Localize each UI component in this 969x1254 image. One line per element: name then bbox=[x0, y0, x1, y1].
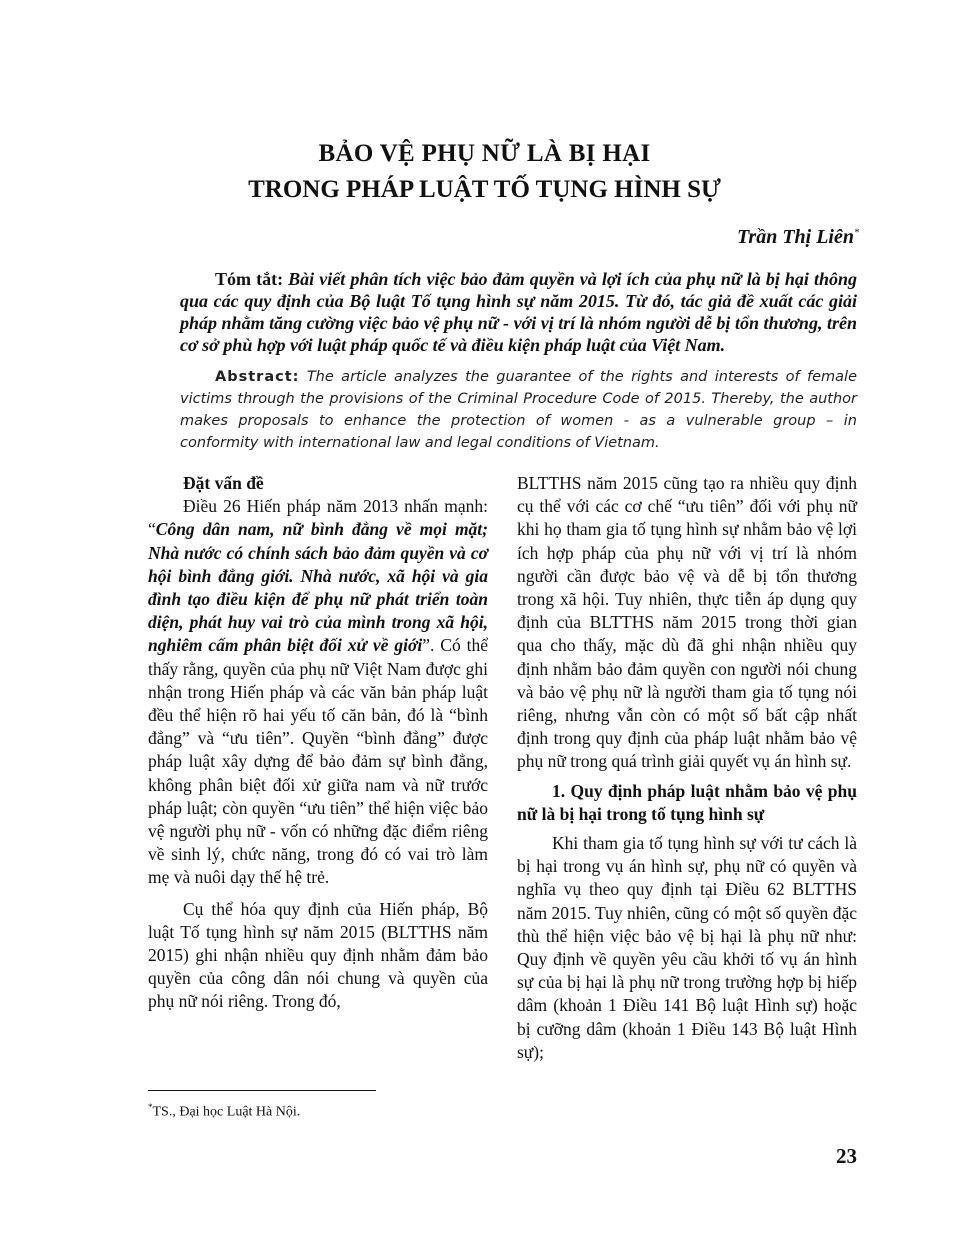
footnote-mark: * bbox=[148, 1102, 153, 1112]
summary-en-text: The article analyzes the guarantee of the rights and interests of female victims through the provisions of the Criminal Procedure Code of 2015. Thereby, the author makes proposals to enhance the protection of women - as a vulnerable group – in conformity with international law and legal conditions of Vietnam. bbox=[180, 369, 857, 451]
paragraph-1 bbox=[148, 495, 488, 889]
paragraph-1-lead: Điều 26 Hiến pháp năm 2013 nhấn mạnh: “ bbox=[148, 496, 488, 540]
footnote-divider bbox=[148, 1090, 376, 1091]
article-title-line2 bbox=[0, 176, 969, 204]
summary-vietnamese bbox=[180, 268, 857, 356]
author-footnote-mark: * bbox=[854, 227, 859, 239]
article-title-line1: BẢO VỆ PHỤ NỮ LÀ BỊ HẠI bbox=[318, 140, 651, 167]
title-line2-bold: PHÁP LUẬT TỐ TỤNG HÌNH SỰ bbox=[346, 176, 721, 203]
paragraph-4: Khi tham gia tố tụng hình sự với tư cách là bị hại trong vụ án hình sự, phụ nữ có quyền và nghĩa vụ theo quy định tại Điều 62 BLTTHS năm 2015. Tuy nhiên, cũng có một số quyền đặc thù thể hiện việc bảo vệ bị hại là phụ nữ như: Quy định về quyền yêu cầu khởi tố vụ án hình sự của bị hại là phụ nữ trong trường hợp bị hiếp dâm (khoản 1 Điều 141 Bộ luật Hình sự) hoặc bị cưỡng dâm (khoản 1 Điều 143 Bộ luật Hình sự); bbox=[517, 833, 857, 1062]
title-line2-prefix: TRONG bbox=[248, 176, 340, 203]
section-heading-intro: Đặt vấn đề bbox=[183, 473, 264, 493]
body-column-right bbox=[517, 472, 857, 1064]
summary-en-label: Abstract: bbox=[215, 369, 300, 385]
paragraph-1-rest: ”. Có thể thấy rằng, quyền của phụ nữ Việt Nam được ghi nhận trong Hiến pháp và các văn bản pháp luật đều thể hiện rõ hai yếu tố căn bản, đó là “bình đẳng” và “ưu tiên”. Quyền “bình đẳng” được pháp luật xây dựng để bảo đảm sự bình đẳng, không phân biệt đối xử giữa nam và nữ trước pháp luật; còn quyền “ưu tiên” thể hiện việc bảo vệ người phụ nữ - vốn có những đặc điểm riêng về sinh lý, chức năng, trong đó có vai trò làm mẹ và nuôi dạy thế hệ trẻ. bbox=[148, 635, 488, 888]
summary-vi-text: Bài viết phân tích việc bảo đảm quyền và lợi ích của phụ nữ là bị hại thông qua các quy định của Bộ luật Tố tụng hình sự năm 2015. Từ đó, tác giả đề xuất các giải pháp nhằm tăng cường việc bảo vệ phụ nữ - với vị trí là nhóm người dễ bị tổn thương, trên cơ sở phù hợp với luật pháp quốc tế và điều kiện pháp luật của Việt Nam. bbox=[180, 269, 858, 355]
section-heading-1: 1. Quy định pháp luật nhằm bảo vệ phụ nữ là bị hại trong tố tụng hình sự bbox=[517, 780, 857, 824]
paragraph-3: BLTTHS năm 2015 cũng tạo ra nhiều quy định cụ thể với các cơ chế “ưu tiên” đối với phụ nữ khi họ tham gia tố tụng hình sự nhằm bảo vệ lợi ích hợp pháp của phụ nữ với vị trí là nhóm người cần được bảo vệ và dễ bị tổn thương trong xã hội. Tuy nhiên, thực tiễn áp dụng quy định của BLTTHS năm 2015 trong thời gian qua cho thấy, mặc dù đã ghi nhận nhiều quy định nhằm bảo đảm quyền con người nói chung và bảo vệ phụ nữ là người tham gia tố tụng nói riêng, nhưng vẫn còn có một số bất cập nhất định trong quy định của pháp luật nhằm bảo vệ phụ nữ trong quá trình giải quyết vụ án hình sự. bbox=[517, 473, 857, 772]
author-name: Trần Thị Liên bbox=[736, 226, 854, 248]
author bbox=[737, 226, 859, 249]
constitution-quote: Công dân nam, nữ bình đẳng về mọi mặt; Nhà nước có chính sách bảo đảm quyền và cơ hội bình đẳng giới. Nhà nước, xã hội và gia đình tạo điều kiện để phụ nữ phát triển toàn diện, phát huy vai trò của mình trong xã hội, nghiêm cấm phân biệt đối xử về giới bbox=[148, 519, 488, 656]
summary-vi-label: Tóm tắt: bbox=[215, 269, 284, 289]
footnote-prefix: TS., bbox=[152, 1104, 180, 1120]
footnote bbox=[148, 1102, 300, 1121]
body-column-left bbox=[148, 472, 488, 1014]
summary-english bbox=[180, 366, 857, 454]
paragraph-2: Cụ thể hóa quy định của Hiến pháp, Bộ luật Tố tụng hình sự năm 2015 (BLTTHS năm 2015) ghi nhận nhiều quy định nhằm đảm bảo quyền của công dân nói chung và quyền của phụ nữ nói riêng. Trong đó, bbox=[148, 898, 488, 1012]
footnote-text: Đại học Luật Hà Nội. bbox=[179, 1104, 301, 1120]
page-number: 23 bbox=[836, 1144, 857, 1168]
